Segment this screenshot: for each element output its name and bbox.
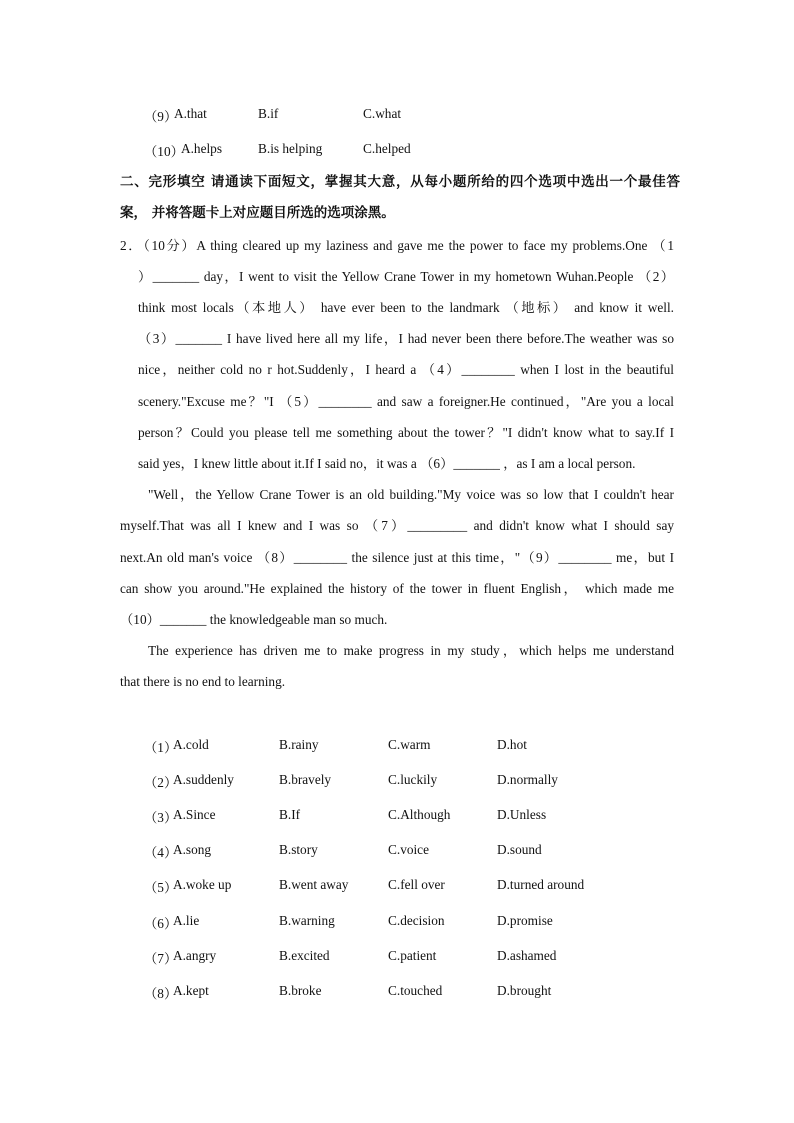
option-d: D.brought <box>497 983 552 998</box>
option-b: B.warning <box>279 913 335 928</box>
option-d: D.ashamed <box>497 948 557 963</box>
option-a: A.song <box>173 842 212 857</box>
passage-line: 2．（10分）A thing cleared up my laziness and gave me the power to face my problems.One （1 <box>120 238 674 253</box>
option-b: B.story <box>279 842 318 857</box>
passage-line: myself.That was all I knew and I was so （7）_________ and didn't know what I should say <box>120 518 674 533</box>
passage-line: said yes，I knew little about it.If I said no，it was a （6）_______ ，as I am a local person. <box>138 456 636 471</box>
passage-line: "Well，the Yellow Crane Tower is an old building."My voice was so low that I couldn't hear <box>148 487 674 502</box>
option-b: B.if <box>258 106 279 121</box>
option-c: C.what <box>363 106 402 121</box>
option-b: B.If <box>279 807 301 822</box>
option-a: A.that <box>174 106 207 121</box>
option-c: C.Although <box>388 807 451 822</box>
question-number: （4） <box>144 845 178 860</box>
question-number: （5） <box>144 880 178 895</box>
section-heading-line: 案， 并将答题卡上对应题目所选的选项涂黑。 <box>120 205 395 221</box>
passage-line: scenery."Excuse me？"I （5）________ and saw a foreigner.He continued，"Are you a local <box>138 394 674 409</box>
question-number: （7） <box>144 951 178 966</box>
option-a: A.cold <box>173 737 209 752</box>
option-d: D.sound <box>497 842 542 857</box>
passage-line: person？Could you please tell me something about the tower？"I didn't know what to say.If I <box>138 425 674 440</box>
option-a: A.suddenly <box>173 772 234 787</box>
question-number: （6） <box>144 916 178 931</box>
question-number: （10） <box>144 144 184 159</box>
option-a: A.angry <box>173 948 217 963</box>
option-c: C.touched <box>388 983 443 998</box>
passage-line: nice，neither cold no r hot.Suddenly，I heard a （4）________ when I lost in the beautiful <box>138 362 674 377</box>
option-b: B.excited <box>279 948 330 963</box>
option-d: D.turned around <box>497 877 585 892</box>
passage-line: （3）_______ I have lived here all my life，I had never been there before.The weather was so <box>138 331 674 346</box>
option-a: A.lie <box>173 913 200 928</box>
passage-line: that there is no end to learning. <box>120 674 286 689</box>
option-b: B.is helping <box>258 141 323 156</box>
option-d: D.hot <box>497 737 527 752</box>
option-b: B.broke <box>279 983 322 998</box>
option-c: C.patient <box>388 948 437 963</box>
option-b: B.rainy <box>279 737 319 752</box>
question-number: （3） <box>144 810 178 825</box>
question-number: （2） <box>144 775 178 790</box>
option-a: A.kept <box>173 983 209 998</box>
option-b: B.bravely <box>279 772 332 787</box>
question-number: （8） <box>144 986 178 1001</box>
question-number: （1） <box>144 740 178 755</box>
option-a: A.woke up <box>173 877 232 892</box>
passage-line: ）_______ day，I went to visit the Yellow Crane Tower in my hometown Wuhan.People （2） <box>138 269 674 284</box>
option-c: C.warm <box>388 737 431 752</box>
option-c: C.fell over <box>388 877 445 892</box>
question-number: （9） <box>144 109 178 124</box>
option-c: C.luckily <box>388 772 438 787</box>
passage-line: next.An old man's voice （8）________ the silence just at this time，"（9）________ me，but I <box>120 550 674 565</box>
option-c: C.decision <box>388 913 445 928</box>
passage-line: The experience has driven me to make progress in my study，which helps me understand <box>148 643 674 658</box>
option-a: A.Since <box>173 807 216 822</box>
option-a: A.helps <box>181 141 222 156</box>
option-b: B.went away <box>279 877 349 892</box>
option-c: C.helped <box>363 141 411 156</box>
passage-line: can show you around."He explained the history of the tower in fluent English， which made me <box>120 581 674 596</box>
passage-line: think most locals（本地人） have ever been to the landmark （地标） and know it well. <box>138 300 674 315</box>
option-c: C.voice <box>388 842 429 857</box>
section-heading-line: 二、完形填空 请通读下面短文，掌握其大意，从每小题所给的四个选项中选出一个最佳答 <box>120 174 680 190</box>
option-d: D.normally <box>497 772 558 787</box>
option-d: D.promise <box>497 913 553 928</box>
passage-line: （10）_______ the knowledgeable man so much. <box>120 612 388 627</box>
option-d: D.Unless <box>497 807 547 822</box>
